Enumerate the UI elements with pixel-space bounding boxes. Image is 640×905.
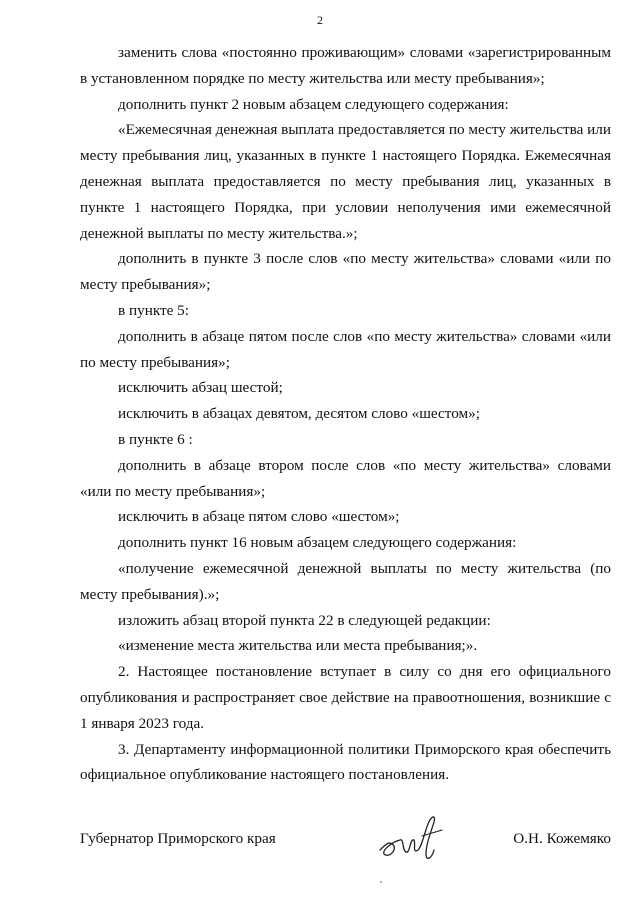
paragraph-point-22: изложить абзац второй пункта 22 в следующей редакции: — [118, 611, 491, 629]
signatory-name: О.Н. Кожемяко — [513, 830, 611, 847]
paragraph-point-6-fifth: исключить в абзаце пятом слово «шестом»; — [118, 508, 400, 526]
page-number: 2 — [317, 13, 323, 27]
document-body — [80, 40, 611, 788]
paragraph-quote-receipt: «получение ежемесячной денежной выплаты по месту жительства (по месту пребывания).»; — [80, 559, 611, 603]
paragraph-exclude-sixth: исключить абзац шестой; — [118, 379, 283, 397]
paragraph-amend-point-16: дополнить пункт 16 новым абзацем следующего содержания: — [118, 534, 517, 552]
paragraph-exclude-word-sixth: исключить в абзацах девятом, десятом слово «шестом»; — [118, 405, 480, 423]
paragraph-quote-monthly-payment: «Ежемесячная денежная выплата предоставляется по месту жительства или месту пребывания лиц, указанных в пункте 1 настоящего Порядка. Ежемесячная денежная выплата предоставляется по месту пребывания лиц, указанных в пункте 1 настоящего Порядка, при условии неполучения ими ежемесячной денежной выплаты по месту жительства.»; — [80, 121, 611, 242]
paragraph-publication: 3. Департаменту информационной политики Приморского края обеспечить официальное опубликование настоящего постановления. — [80, 740, 611, 784]
handwritten-signature — [376, 810, 446, 866]
paragraph-point-6-second: дополнить в абзаце втором после слов «по месту жительства» словами «или по месту пребывания»; — [80, 456, 611, 500]
paragraph-point-6: в пункте 6 : — [118, 430, 193, 448]
paragraph-effective-date: 2. Настоящее постановление вступает в силу со дня его официального опубликования и распространяет свое действие на правоотношения, возникшие с 1 января 2023 года. — [80, 663, 611, 732]
signature-block — [80, 820, 611, 880]
paragraph-amend-point-3: дополнить в пункте 3 после слов «по месту жительства» словами «или по месту пребывания»; — [80, 250, 611, 294]
paragraph-quote-change-residence: «изменение места жительства или места пребывания;». — [118, 637, 478, 655]
scan-artifact — [380, 881, 382, 883]
paragraph-point-5-fifth: дополнить в абзаце пятом после слов «по месту жительства» словами «или по месту пребывания»; — [80, 327, 611, 371]
paragraph-point-5: в пункте 5: — [118, 301, 189, 319]
signatory-title: Губернатор Приморского края — [80, 830, 276, 847]
paragraph-amend-point-2: дополнить пункт 2 новым абзацем следующего содержания: — [118, 95, 509, 113]
paragraph-replace-words: заменить слова «постоянно проживающим» словами «зарегистрированным в установленном порядке по месту жительства или месту пребывания»; — [80, 44, 611, 87]
